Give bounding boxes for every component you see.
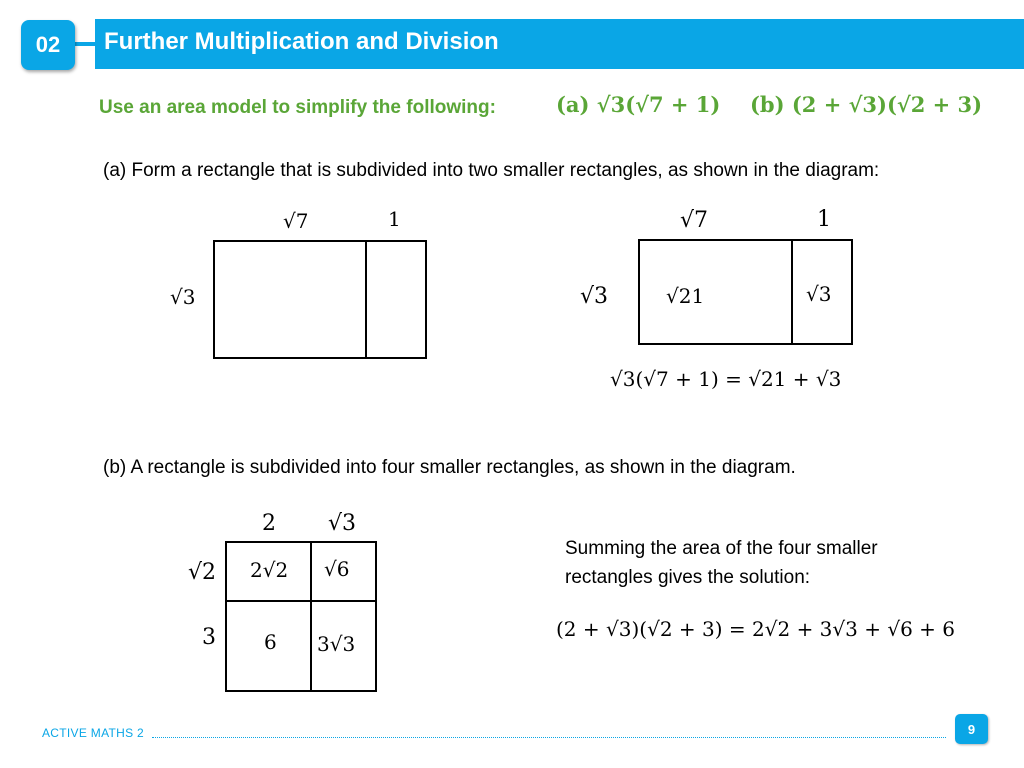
part-a-result: √3(√7 + 1) = √21 + √3 <box>610 367 842 391</box>
grid-rectangle <box>225 541 377 692</box>
grid-top-label-2: √3 <box>328 511 357 536</box>
grid-top-label-1: 2 <box>262 511 276 536</box>
summary-line-2: rectangles gives the solution: <box>565 567 811 588</box>
summary-line-1: Summing the area of the four smaller <box>565 538 878 559</box>
part-a-description: (a) Form a rectangle that is subdivided into two smaller rectangles, as shown in the diagram: <box>103 160 880 181</box>
right-diagram-top-label-1: √7 <box>680 208 709 233</box>
right-diagram-cell-2: √3 <box>806 282 832 306</box>
instruction-text: Use an area model to simplify the following: <box>99 97 496 118</box>
right-diagram-divider <box>791 239 793 345</box>
left-diagram-rectangle <box>213 240 427 359</box>
section-badge: 02 <box>21 20 75 70</box>
grid-cell-top-right: √6 <box>324 557 350 581</box>
left-diagram-side-label: √3 <box>170 285 196 309</box>
footer-book-title: ACTIVE MATHS 2 <box>42 726 144 740</box>
grid-side-label-1: √2 <box>188 560 217 585</box>
right-diagram-top-label-2: 1 <box>817 207 831 232</box>
instruction-part-a: (a) √3(√7 + 1) <box>556 92 721 117</box>
grid-cell-top-left: 2√2 <box>250 558 289 582</box>
left-diagram-top-label-1: √7 <box>283 209 309 233</box>
left-diagram-top-label-2: 1 <box>388 207 401 231</box>
left-diagram-divider <box>365 240 367 359</box>
grid-vertical-divider <box>310 541 312 692</box>
page-title: Further Multiplication and Division <box>104 28 499 55</box>
right-diagram-cell-1: √21 <box>666 284 705 308</box>
footer-dotted-rule <box>152 737 946 738</box>
grid-cell-bottom-right: 3√3 <box>317 632 356 656</box>
grid-cell-bottom-left: 6 <box>264 630 277 654</box>
grid-side-label-2: 3 <box>202 625 216 650</box>
part-b-description: (b) A rectangle is subdivided into four smaller rectangles, as shown in the diagram. <box>103 457 796 478</box>
grid-horizontal-divider <box>225 600 377 602</box>
page-number-badge: 9 <box>955 714 988 744</box>
instruction-part-b: (b) (2 + √3)(√2 + 3) <box>750 92 983 117</box>
part-b-result: (2 + √3)(√2 + 3) = 2√2 + 3√3 + √6 + 6 <box>556 617 956 641</box>
right-diagram-side-label: √3 <box>580 284 609 309</box>
